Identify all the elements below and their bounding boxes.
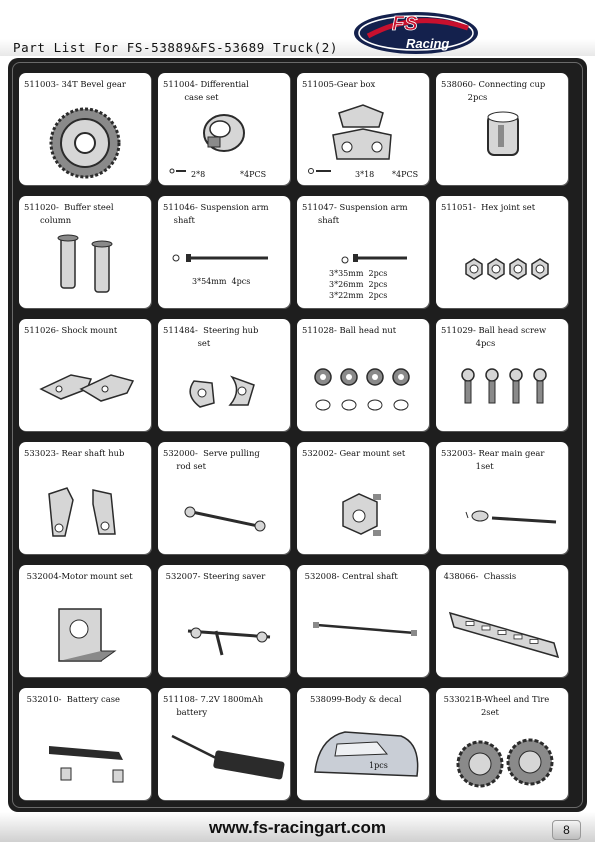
svg-text:Racing: Racing [406, 36, 450, 51]
page-title: Part List For FS-53889&FS-53689 Truck(2) [13, 40, 339, 55]
part-label: 533023- Rear shaft hub [24, 448, 125, 458]
part-note: *4PCS [392, 170, 419, 179]
part-cell-p10 [158, 319, 290, 431]
part-note: 3*35mm 2pcs 3*26mm 2pcs 3*22mm 2pcs [329, 269, 388, 300]
part-cell-p18 [158, 565, 290, 677]
part-label: 532007- Steering saver [163, 571, 266, 581]
part-cell-p02 [158, 73, 290, 185]
part-cell-p13 [19, 442, 151, 554]
part-label: 511046- Suspension arm shaft [163, 202, 269, 225]
part-cell-p14 [158, 442, 290, 554]
part-label: 511028- Ball head nut [302, 325, 397, 335]
part-cell-p19 [297, 565, 429, 677]
part-label: 533021B-Wheel and Tire 2set [443, 694, 550, 717]
part-label: 511047- Suspension arm shaft [302, 202, 408, 225]
part-label: 532000- Serve pulling rod set [163, 448, 260, 471]
part-cell-p12 [436, 319, 568, 431]
part-note: *4PCS [240, 170, 267, 179]
website-url: www.fs-racingart.com [209, 818, 386, 837]
part-cell-p07 [297, 196, 429, 308]
part-label: 511484- Steering hub set [163, 325, 259, 348]
part-cell-p23 [297, 688, 429, 800]
part-label: 511005-Gear box [302, 79, 376, 89]
part-cell-p17 [19, 565, 151, 677]
part-label: 511020- Buffer steel column [24, 202, 114, 225]
part-label: 511004- Differential case set [163, 79, 249, 102]
part-label: 511026- Shock mount [24, 325, 118, 335]
part-note: 1pcs [369, 761, 388, 770]
part-cell-p22 [158, 688, 290, 800]
part-cell-p16 [436, 442, 568, 554]
part-cell-p20 [436, 565, 568, 677]
part-label: 438066- Chassis [441, 571, 517, 581]
part-label: 538099-Body & decal [302, 694, 402, 704]
part-cell-p01 [19, 73, 151, 185]
part-cell-p08 [436, 196, 568, 308]
part-label: 511029- Ball head screw 4pcs [441, 325, 547, 348]
part-note: 3*54mm 4pcs [192, 277, 251, 286]
part-cell-p21 [19, 688, 151, 800]
part-label: 538060- Connecting cup 2pcs [441, 79, 546, 102]
fs-racing-logo [348, 6, 488, 58]
part-label: 532010- Battery case [24, 694, 120, 704]
part-cell-p06 [158, 196, 290, 308]
part-cell-p24 [436, 688, 568, 800]
part-label: 532004-Motor mount set [24, 571, 133, 581]
part-label: 532003- Rear main gear 1set [441, 448, 545, 471]
part-cell-p09 [19, 319, 151, 431]
page-number: 8 [552, 820, 581, 840]
part-cell-p11 [297, 319, 429, 431]
part-note: 3*18 [355, 170, 375, 179]
part-cell-p03 [297, 73, 429, 185]
svg-text:FS: FS [392, 13, 418, 35]
part-note: 2*8 [191, 170, 206, 179]
part-label: 532002- Gear mount set [302, 448, 406, 458]
part-cell-p15 [297, 442, 429, 554]
part-label: 511108- 7.2V 1800mAh battery [163, 694, 264, 717]
part-label: 511051- Hex joint set [441, 202, 536, 212]
parts-grid [19, 73, 579, 806]
part-cell-p05 [19, 196, 151, 308]
part-label: 532008- Central shaft [302, 571, 398, 581]
part-cell-p04 [436, 73, 568, 185]
part-label: 511003- 34T Bevel gear [24, 79, 126, 89]
